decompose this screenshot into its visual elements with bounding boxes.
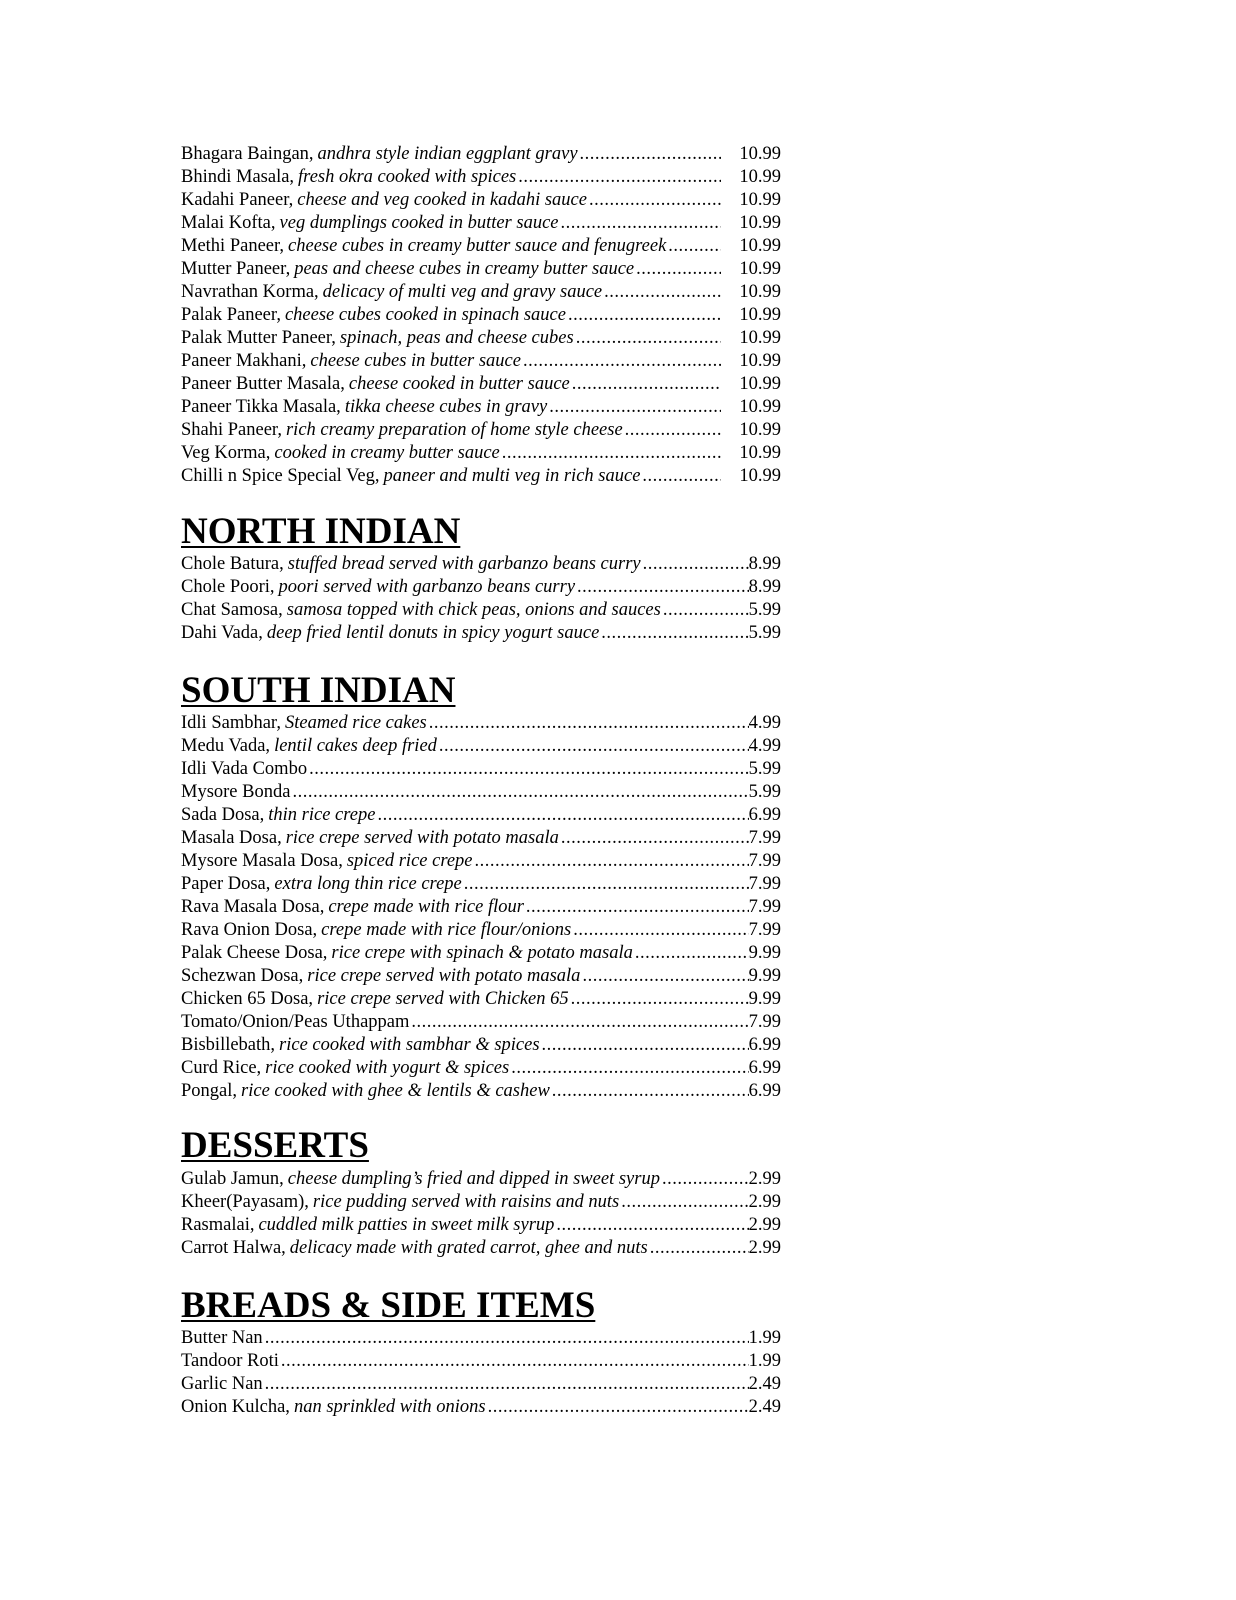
- menu-item: [181, 988, 781, 1011]
- menu-item-price: 10.99: [739, 282, 781, 302]
- menu-item: [181, 1214, 781, 1237]
- menu-item-price: 9.99: [748, 943, 781, 963]
- menu-item-description: rice crepe served with potato masala: [285, 828, 559, 848]
- menu-item-description: deep fried lentil donuts in spicy yogurt sauce: [266, 623, 600, 643]
- dot-leader: [643, 553, 749, 576]
- menu-item-price: 10.99: [739, 328, 781, 348]
- menu-item-name: Veg Korma,: [181, 443, 271, 463]
- menu-item-description: veg dumplings cooked in butter sauce: [279, 213, 559, 233]
- menu-item: [181, 1080, 781, 1103]
- dot-leader: [556, 1214, 748, 1237]
- menu-item-price: 9.99: [748, 989, 781, 1009]
- menu-item-description: cheese cubes cooked in spinach sauce: [284, 305, 566, 325]
- menu-item-description: stuffed bread served with garbanzo beans curry: [287, 554, 641, 574]
- menu-item-name: Palak Cheese Dosa,: [181, 943, 328, 963]
- dot-leader: [265, 1327, 749, 1350]
- menu-item-price: 6.99: [748, 1058, 781, 1078]
- menu-item-price: 2.49: [748, 1374, 781, 1394]
- menu-item-description: rice pudding served with raisins and nuts: [312, 1192, 620, 1212]
- dot-leader: [518, 166, 721, 189]
- dot-leader: [561, 827, 749, 850]
- menu-item: [181, 350, 781, 373]
- menu-item-description: cheese cooked in butter sauce: [348, 374, 570, 394]
- menu-item-description: delicacy made with grated carrot, ghee and nuts: [289, 1238, 648, 1258]
- dot-leader: [552, 1080, 749, 1103]
- section-heading-desserts: DESSERTS: [181, 1125, 369, 1166]
- menu-item: [181, 396, 781, 419]
- menu-item-price: 2.99: [748, 1192, 781, 1212]
- dot-leader: [464, 873, 749, 896]
- menu-item-name: Chole Batura,: [181, 554, 284, 574]
- menu-item-name: Bhindi Masala,: [181, 167, 295, 187]
- menu-item-description: thin rice crepe: [268, 805, 376, 825]
- menu-item: [181, 1168, 781, 1191]
- dot-leader: [561, 212, 721, 235]
- dot-leader: [663, 599, 749, 622]
- menu-item: [181, 804, 781, 827]
- section-heading-breads: BREADS & SIDE ITEMS: [181, 1285, 596, 1326]
- menu-item-name: Chat Samosa,: [181, 600, 283, 620]
- menu-item-name: Gulab Jamun,: [181, 1169, 284, 1189]
- menu-item-name: Chicken 65 Dosa,: [181, 989, 314, 1009]
- menu-item: [181, 576, 781, 599]
- menu-item-name: Masala Dosa,: [181, 828, 282, 848]
- menu-item-name: Navrathan Korma,: [181, 282, 319, 302]
- menu-item-name: Tomato/Onion/Peas Uthappam: [181, 1012, 410, 1032]
- menu-item-price: 1.99: [748, 1328, 781, 1348]
- menu-item: [181, 327, 781, 350]
- menu-item-description: samosa topped with chick peas, onions and sauces: [286, 600, 661, 620]
- menu-item-name: Tandoor Roti: [181, 1351, 279, 1371]
- menu-item-price: 2.99: [748, 1169, 781, 1189]
- dot-leader: [292, 781, 748, 804]
- menu-item-name: Chole Poori,: [181, 577, 275, 597]
- menu-item-description: Steamed rice cakes: [284, 713, 427, 733]
- menu-item-description: cheese cubes in butter sauce: [310, 351, 521, 371]
- dot-leader: [511, 1057, 748, 1080]
- section-heading-south-indian: SOUTH INDIAN: [181, 670, 456, 711]
- menu-item-name: Carrot Halwa,: [181, 1238, 286, 1258]
- menu-item-price: 10.99: [739, 305, 781, 325]
- menu-item: [181, 622, 781, 645]
- menu-item-name: Paneer Tikka Masala,: [181, 397, 341, 417]
- menu-item-name: Sada Dosa,: [181, 805, 265, 825]
- menu-item-price: 8.99: [748, 577, 781, 597]
- menu-item: [181, 465, 781, 488]
- menu-item: [181, 143, 781, 166]
- menu-item: [181, 304, 781, 327]
- dot-leader: [571, 988, 749, 1011]
- menu-item-name: Paper Dosa,: [181, 874, 271, 894]
- menu-item: [181, 553, 781, 576]
- dot-leader: [526, 896, 749, 919]
- menu-item-name: Rava Masala Dosa,: [181, 897, 325, 917]
- menu-item: [181, 896, 781, 919]
- dot-leader: [625, 419, 721, 442]
- menu-item-price: 7.99: [748, 897, 781, 917]
- menu-item-name: Curd Rice,: [181, 1058, 262, 1078]
- menu-item-price: 10.99: [739, 466, 781, 486]
- menu-item-price: 10.99: [739, 374, 781, 394]
- menu-item: [181, 281, 781, 304]
- dot-leader: [580, 143, 721, 166]
- menu-item-description: rice crepe served with Chicken 65: [317, 989, 569, 1009]
- menu-item-price: 2.49: [748, 1397, 781, 1417]
- menu-item-description: spiced rice crepe: [346, 851, 473, 871]
- menu-item-description: delicacy of multi veg and gravy sauce: [322, 282, 603, 302]
- menu-item-name: Medu Vada,: [181, 736, 271, 756]
- dot-leader: [601, 622, 748, 645]
- dot-leader: [573, 919, 748, 942]
- menu-item-price: 7.99: [748, 920, 781, 940]
- menu-item-description: fresh okra cooked with spices: [298, 167, 517, 187]
- menu-item: [181, 942, 781, 965]
- menu-item-price: 10.99: [739, 144, 781, 164]
- menu-item: [181, 781, 781, 804]
- menu-item-price: 10.99: [739, 443, 781, 463]
- menu-item: [181, 712, 781, 735]
- menu-item: [181, 965, 781, 988]
- menu-item: [181, 373, 781, 396]
- dot-leader: [582, 965, 748, 988]
- dot-leader: [577, 576, 749, 599]
- menu-item: [181, 1396, 781, 1419]
- menu-item-description: cooked in creamy butter sauce: [274, 443, 500, 463]
- menu-item-price: 10.99: [739, 351, 781, 371]
- menu-item-name: Idli Vada Combo: [181, 759, 308, 779]
- dot-leader: [502, 442, 721, 465]
- menu-item-description: crepe made with rice flour/onions: [321, 920, 572, 940]
- menu-item-description: rice cooked with yogurt & spices: [265, 1058, 510, 1078]
- menu-item-name: Mutter Paneer,: [181, 259, 291, 279]
- section-heading-north-indian: NORTH INDIAN: [181, 511, 461, 552]
- menu-item-description: poori served with garbanzo beans curry: [278, 577, 576, 597]
- dot-leader: [668, 235, 721, 258]
- menu-item: [181, 189, 781, 212]
- menu-item: [181, 1191, 781, 1214]
- menu-item: [181, 235, 781, 258]
- menu-item-price: 5.99: [748, 600, 781, 620]
- dot-leader: [576, 327, 721, 350]
- menu-item-name: Chilli n Spice Special Veg,: [181, 466, 380, 486]
- north-indian-list: [181, 553, 781, 645]
- menu-item-name: Onion Kulcha,: [181, 1397, 290, 1417]
- menu-item: [181, 1373, 781, 1396]
- menu-item-description: andhra style indian eggplant gravy: [317, 144, 578, 164]
- menu-item-name: Pongal,: [181, 1081, 238, 1101]
- menu-item-description: paneer and multi veg in rich sauce: [383, 466, 641, 486]
- menu-item-name: Dahi Vada,: [181, 623, 263, 643]
- menu-item-price: 6.99: [748, 805, 781, 825]
- menu-item: [181, 166, 781, 189]
- dot-leader: [411, 1011, 748, 1034]
- menu-item-name: Bhagara Baingan,: [181, 144, 314, 164]
- menu-item-description: peas and cheese cubes in creamy butter sauce: [294, 259, 635, 279]
- menu-item-price: 5.99: [748, 623, 781, 643]
- menu-item-price: 2.99: [748, 1238, 781, 1258]
- dot-leader: [309, 758, 749, 781]
- dot-leader: [281, 1350, 749, 1373]
- menu-item-name: Rasmalai,: [181, 1215, 255, 1235]
- menu-item-name: Mysore Bonda: [181, 782, 291, 802]
- dot-leader: [635, 942, 749, 965]
- menu-item-name: Mysore Masala Dosa,: [181, 851, 343, 871]
- menu-item-name: Paneer Butter Masala,: [181, 374, 345, 394]
- menu-item-description: rice cooked with sambhar & spices: [279, 1035, 540, 1055]
- dot-leader: [642, 465, 721, 488]
- dot-leader: [621, 1191, 748, 1214]
- menu-item-name: Palak Mutter Paneer,: [181, 328, 336, 348]
- dot-leader: [542, 1034, 749, 1057]
- menu-item-price: 10.99: [739, 397, 781, 417]
- menu-item-description: cheese and veg cooked in kadahi sauce: [297, 190, 587, 210]
- menu-item: [181, 735, 781, 758]
- menu-item-price: 10.99: [739, 213, 781, 233]
- menu-item-price: 6.99: [748, 1081, 781, 1101]
- menu-item: [181, 599, 781, 622]
- menu-item-name: Bisbillebath,: [181, 1035, 276, 1055]
- menu-item: [181, 850, 781, 873]
- menu-item: [181, 758, 781, 781]
- dot-leader: [636, 258, 721, 281]
- menu-item: [181, 1350, 781, 1373]
- menu-item: [181, 442, 781, 465]
- dot-leader: [568, 304, 721, 327]
- menu-item-description: cheese cubes in creamy butter sauce and fenugreek: [288, 236, 667, 256]
- menu-item-description: rich creamy preparation of home style cheese: [285, 420, 623, 440]
- dot-leader: [572, 373, 721, 396]
- menu-item-price: 10.99: [739, 190, 781, 210]
- menu-item-name: Shahi Paneer,: [181, 420, 282, 440]
- menu-item-name: Malai Kofta,: [181, 213, 276, 233]
- menu-item: [181, 1237, 781, 1260]
- menu-item-description: cuddled milk patties in sweet milk syrup: [258, 1215, 555, 1235]
- menu-item-price: 9.99: [748, 966, 781, 986]
- menu-item-name: Garlic Nan: [181, 1374, 263, 1394]
- menu-item-price: 7.99: [748, 874, 781, 894]
- desserts-list: [181, 1168, 781, 1260]
- veg-entrees-list: [181, 143, 781, 488]
- menu-item-name: Kheer(Payasam),: [181, 1192, 309, 1212]
- menu-item-price: 10.99: [739, 167, 781, 187]
- menu-item-description: tikka cheese cubes in gravy: [344, 397, 548, 417]
- menu-item-price: 7.99: [748, 828, 781, 848]
- menu-item-description: cheese dumpling’s fried and dipped in sweet syrup: [287, 1169, 660, 1189]
- menu-item-price: 1.99: [748, 1351, 781, 1371]
- dot-leader: [662, 1168, 749, 1191]
- menu-item-price: 7.99: [748, 1012, 781, 1032]
- menu-item: [181, 827, 781, 850]
- menu-item-description: rice cooked with ghee & lentils & cashew: [241, 1081, 550, 1101]
- menu-item-description: rice crepe with spinach & potato masala: [331, 943, 633, 963]
- menu-item-price: 5.99: [748, 759, 781, 779]
- menu-item-name: Paneer Makhani,: [181, 351, 307, 371]
- breads-list: [181, 1327, 781, 1419]
- menu-item-price: 10.99: [739, 236, 781, 256]
- menu-item: [181, 212, 781, 235]
- menu-item: [181, 258, 781, 281]
- menu-item-price: 10.99: [739, 420, 781, 440]
- menu-item-price: 8.99: [748, 554, 781, 574]
- menu-item: [181, 1327, 781, 1350]
- menu-item: [181, 419, 781, 442]
- menu-item: [181, 919, 781, 942]
- menu-item-description: rice crepe served with potato masala: [307, 966, 581, 986]
- menu-item-price: 4.99: [748, 736, 781, 756]
- dot-leader: [549, 396, 721, 419]
- dot-leader: [377, 804, 748, 827]
- menu-item-description: nan sprinkled with onions: [293, 1397, 486, 1417]
- menu-item: [181, 1034, 781, 1057]
- menu-item-name: Idli Sambhar,: [181, 713, 281, 733]
- menu-item-price: 7.99: [748, 851, 781, 871]
- menu-item-name: Palak Paneer,: [181, 305, 281, 325]
- dot-leader: [475, 850, 749, 873]
- dot-leader: [265, 1373, 749, 1396]
- menu-item-description: lentil cakes deep fried: [274, 736, 437, 756]
- dot-leader: [523, 350, 721, 373]
- menu-item-description: crepe made with rice flour: [328, 897, 524, 917]
- menu-item: [181, 1011, 781, 1034]
- south-indian-list: [181, 712, 781, 1103]
- menu-item: [181, 1057, 781, 1080]
- menu-item-name: Methi Paneer,: [181, 236, 285, 256]
- menu-item-description: extra long thin rice crepe: [274, 874, 462, 894]
- menu-item-price: 10.99: [739, 259, 781, 279]
- menu-item-price: 5.99: [748, 782, 781, 802]
- dot-leader: [650, 1237, 749, 1260]
- menu-item-price: 4.99: [748, 713, 781, 733]
- dot-leader: [439, 735, 749, 758]
- menu-item: [181, 873, 781, 896]
- dot-leader: [488, 1396, 749, 1419]
- menu-item-description: spinach, peas and cheese cubes: [339, 328, 574, 348]
- menu-item-name: Rava Onion Dosa,: [181, 920, 318, 940]
- dot-leader: [429, 712, 749, 735]
- menu-item-price: 2.99: [748, 1215, 781, 1235]
- menu-item-name: Butter Nan: [181, 1328, 263, 1348]
- menu-item-name: Kadahi Paneer,: [181, 190, 294, 210]
- dot-leader: [589, 189, 721, 212]
- dot-leader: [604, 281, 721, 304]
- menu-item-name: Schezwan Dosa,: [181, 966, 304, 986]
- menu-item-price: 6.99: [748, 1035, 781, 1055]
